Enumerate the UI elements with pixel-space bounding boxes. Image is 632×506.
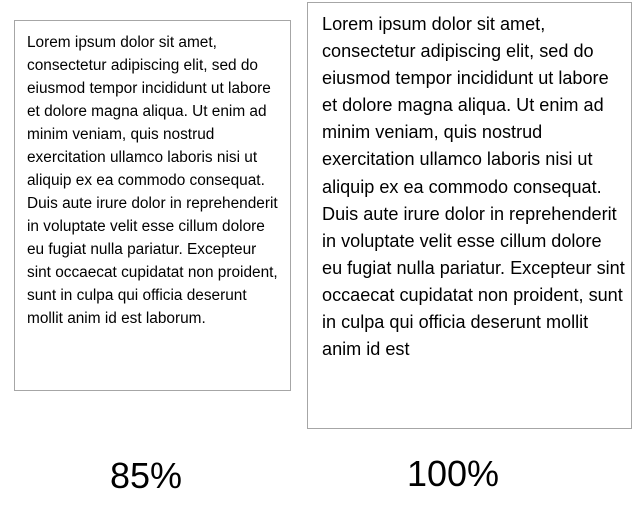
lorem-ipsum-text-100: Lorem ipsum dolor sit amet, consectetur adipiscing elit, sed do eiusmod tempor incididunt ut labore et dolore magna aliqua. Ut enim ad minim veniam, quis nostrud exercitation ullamco laboris nisi ut aliquip ex ea commodo consequat. Duis aute irure dolor in reprehenderit in voluptate velit esse cillum dolore eu fugiat nulla pariatur. Excepteur sint occaecat cupidatat non proident, sunt in culpa qui officia deserunt mollit anim id est — [322, 14, 625, 360]
text-box-85-percent — [14, 20, 291, 391]
text-box-100-percent — [307, 2, 632, 429]
zoom-label-100: 100% — [406, 453, 500, 494]
lorem-ipsum-text-85: Lorem ipsum dolor sit amet, consectetur adipiscing elit, sed do eiusmod tempor incididunt ut labore et dolore magna aliqua. Ut enim ad minim veniam, quis nostrud exercitation ullamco laboris nisi ut aliquip ex ea commodo consequat. Duis aute irure dolor in reprehenderit in voluptate velit esse cillum dolore eu fugiat nulla pariatur. Excepteur sint occaecat cupidatat non proident, sunt in culpa qui officia deserunt mollit anim id est laborum. — [27, 34, 278, 327]
zoom-label-85: 85% — [109, 455, 183, 496]
